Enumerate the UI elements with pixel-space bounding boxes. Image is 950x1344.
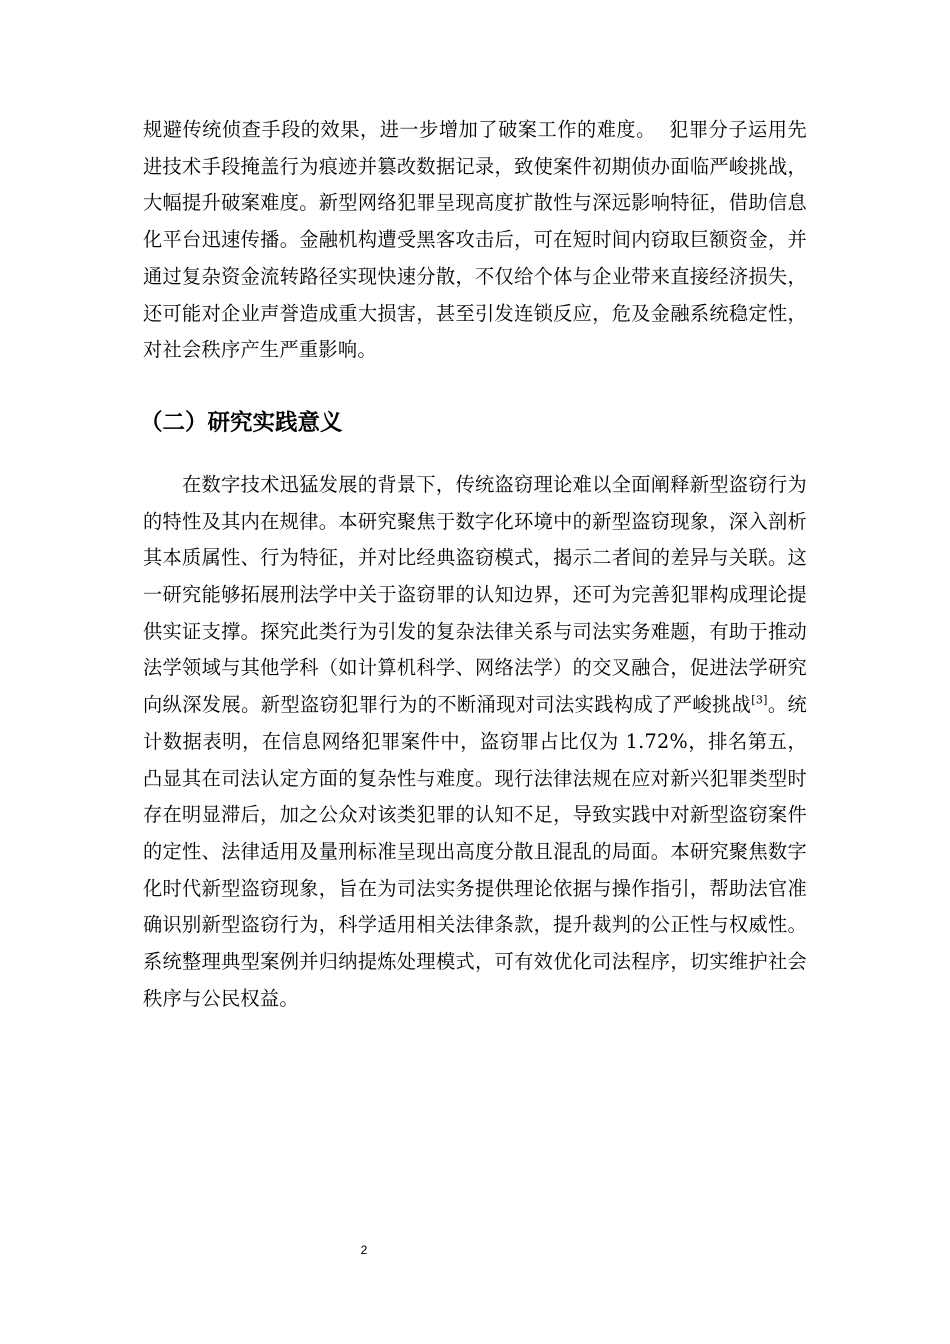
document-body: [140, 112, 807, 1017]
paragraph-2-text-part-1: 在数字技术迅猛发展的背景下，传统盗窃理论难以全面阐释新型盗窃行为的特性及其内在规律。本研究聚焦于数字化环境中的新型盗窃现象，深入剖析其本质属性、行为特征，并对比经典盗窃模式，揭示二者间的差异与关联。这一研究能够拓展刑法学中关于盗窃罪的认知边界，还可为完善犯罪构成理论提供实证支撑。探究此类行为引发的复杂法律关系与司法实务难题，有助于推动法学领域与其他学科（如计算机科学、网络法学）的交叉融合，促进法学研究向纵深发展。新型盗窃犯罪行为的不断涌现对司法实践构成了严峻挑战: [143, 472, 807, 717]
page-number: 2: [360, 1243, 368, 1257]
citation-reference[interactable]: [3]: [751, 693, 768, 707]
section-heading: （二）研究实践意义: [140, 409, 343, 436]
paragraph-2-text-part-2: 。统计数据表明，在信息网络犯罪案件中，盗窃罪占比仅为 1.72%，排名第五，凸显其在司法认定方面的复杂性与难度。现行法律法规在应对新兴犯罪类型时存在明显滞后，加之公众对该类犯罪的认知不足，导致实践中对新型盗窃案件的定性、法律适用及量刑标准呈现出高度分散且混乱的局面。本研究聚焦数字化时代新型盗窃现象，旨在为司法实务提供理论依据与操作指引，帮助法官准确识别新型盗窃行为，科学适用相关法律条款，提升裁判的公正性与权威性。系统整理典型案例并归纳提炼处理模式，可有效优化司法程序，切实维护社会秩序与公民权益。: [143, 693, 807, 1010]
body-paragraph-1: 规避传统侦查手段的效果，进一步增加了破案工作的难度。 犯罪分子运用先进技术手段掩盖行为痕迹并篡改数据记录，致使案件初期侦办面临严峻挑战，大幅提升破案难度。新型网络犯罪呈现高度扩散性与深远影响特征，借助信息化平台迅速传播。金融机构遭受黑客攻击后，可在短时间内窃取巨额资金，并通过复杂资金流转路径实现快速分散，不仅给个体与企业带来直接经济损失，还可能对企业声誉造成重大损害，甚至引发连锁反应，危及金融系统稳定性，对社会秩序产生严重影响。: [143, 118, 807, 362]
body-paragraph-2: [143, 467, 807, 1018]
